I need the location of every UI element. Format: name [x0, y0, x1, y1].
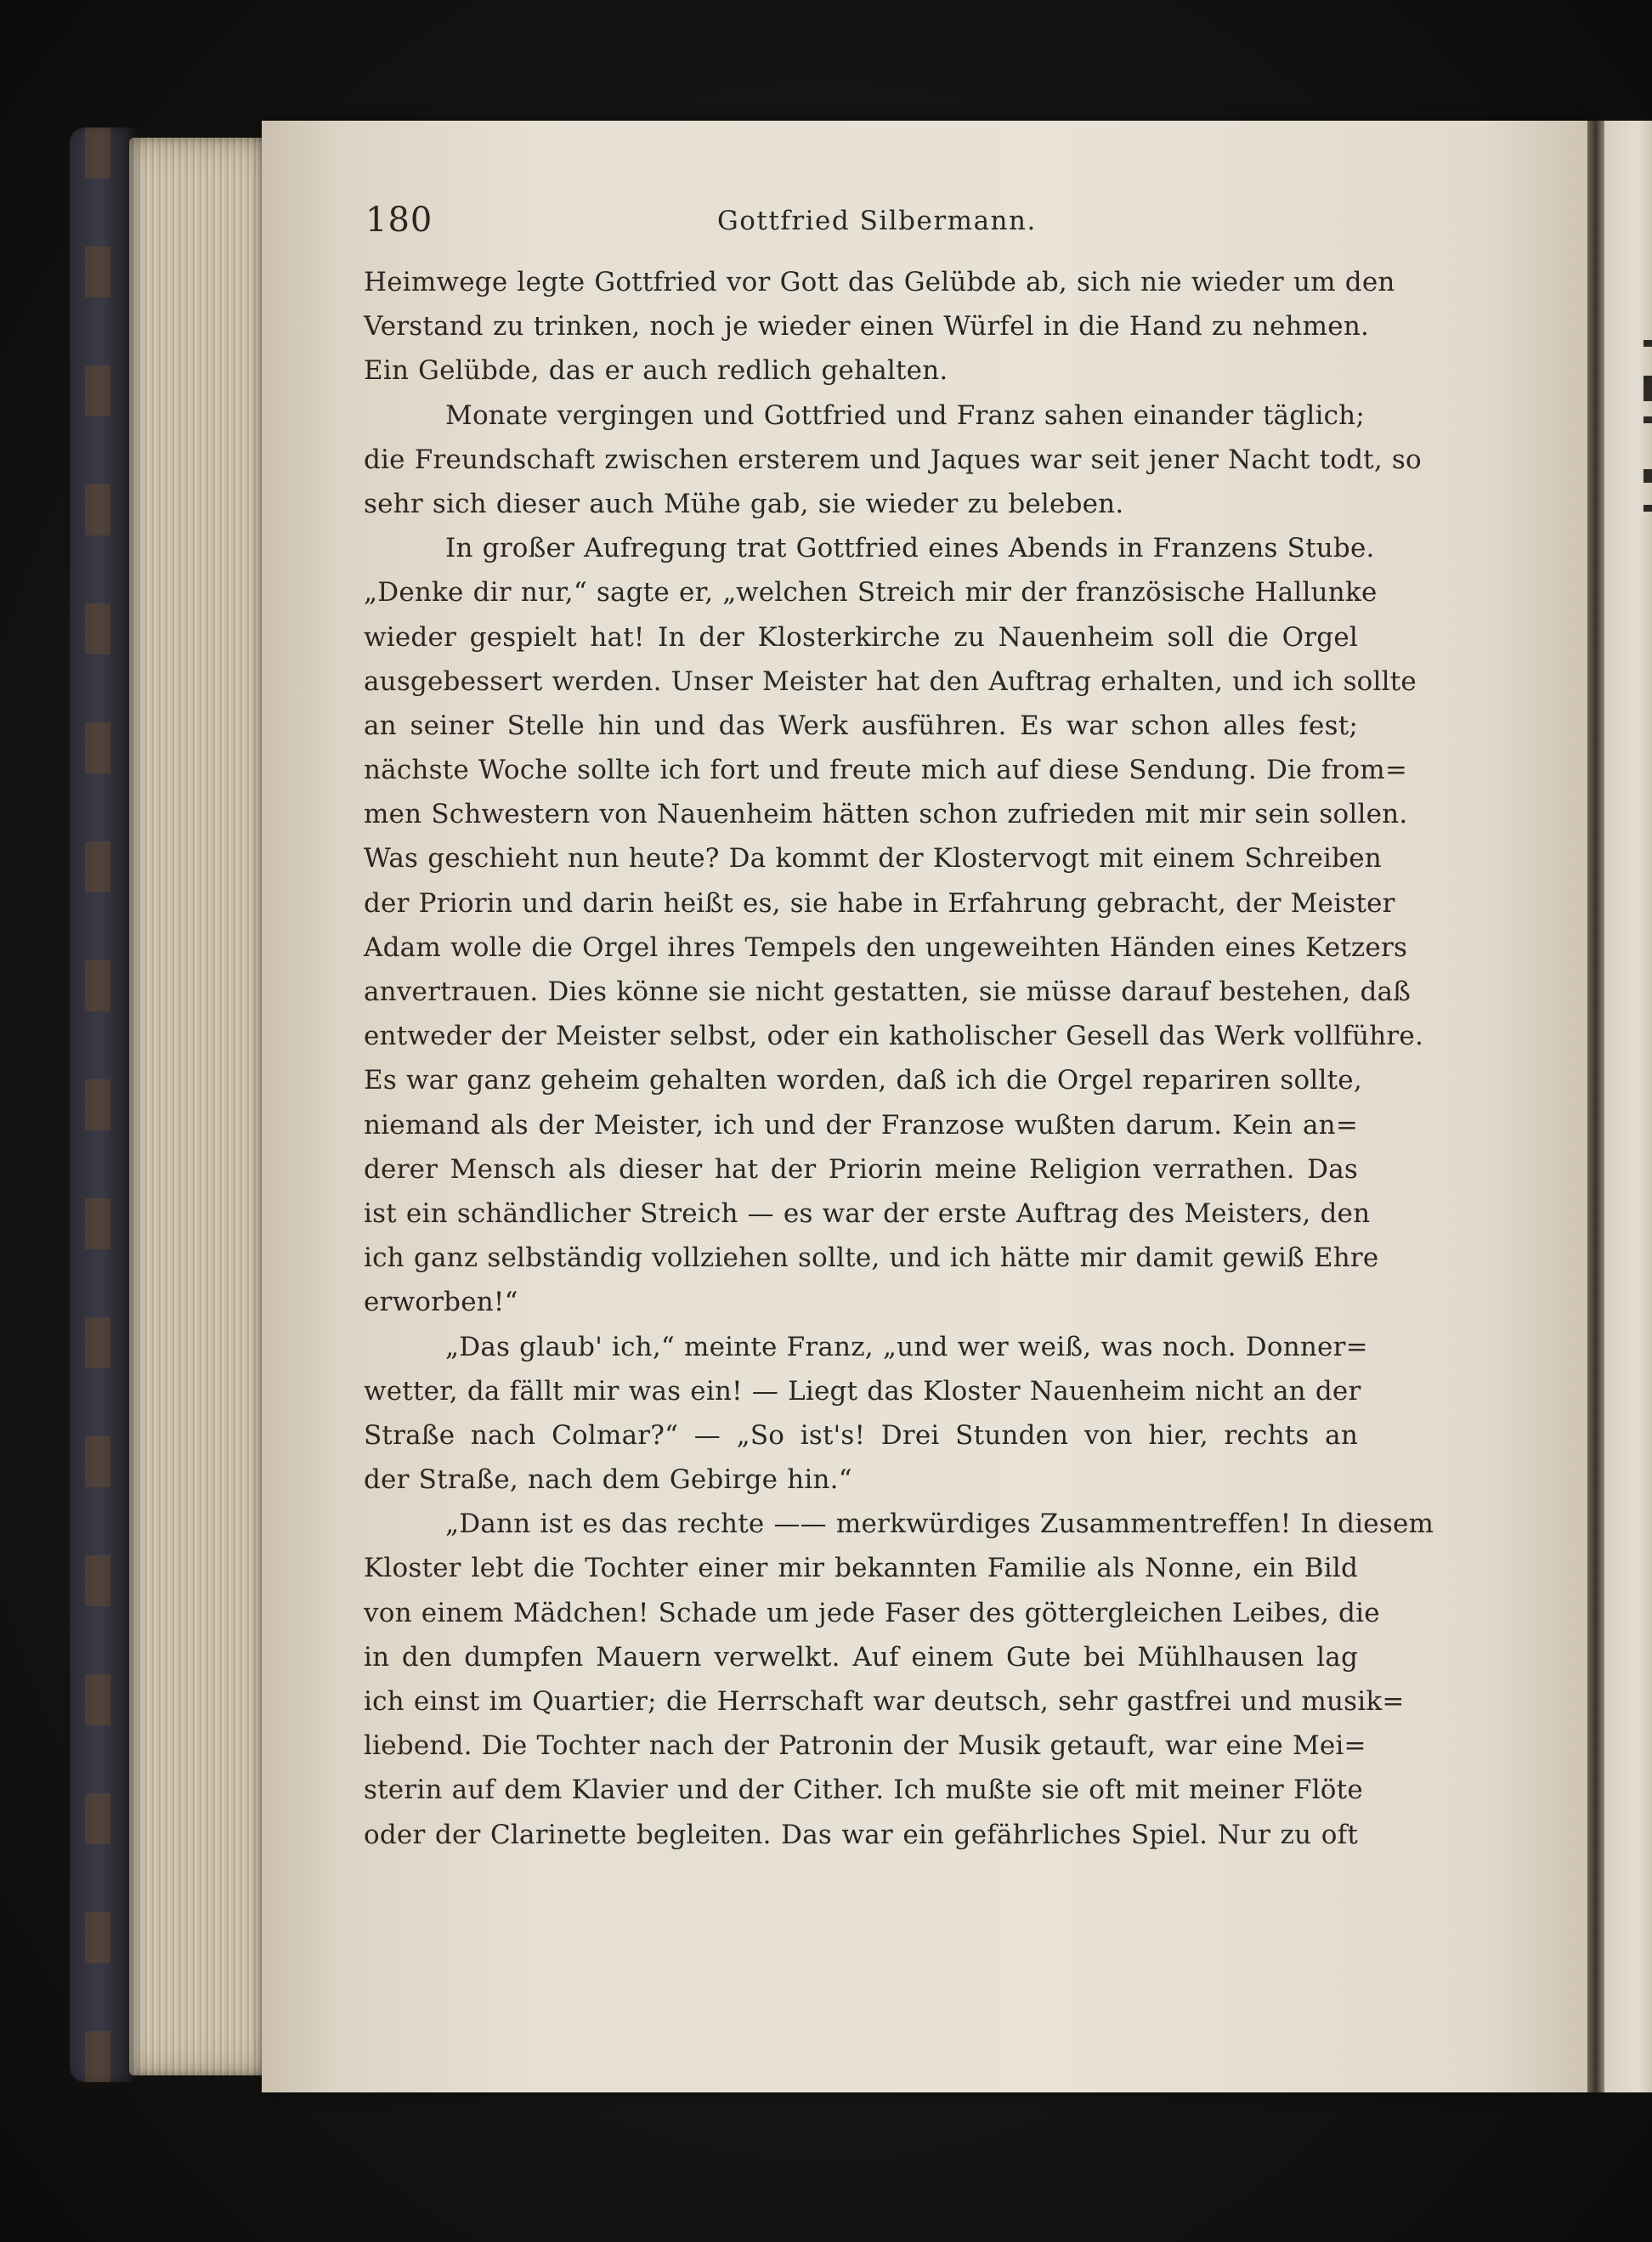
- text-line: erworben!“: [364, 1287, 518, 1318]
- facing-page-edge: [1604, 121, 1652, 2092]
- book-gutter: [1587, 121, 1604, 2092]
- text-line: wetter, da fällt mir was ein! — Liegt das Kloster Nauenheim nicht an der: [364, 1375, 1361, 1407]
- text-line: sehr sich dieser auch Mühe gab, sie wieder zu beleben.: [364, 488, 1124, 519]
- running-head: [364, 201, 1358, 260]
- text-line: liebend. Die Tochter nach der Patronin der Musik getauft, war eine Mei=: [364, 1730, 1366, 1762]
- text-line: „Das glaub' ich,“ meinte Franz, „und wer weiß, was noch. Donner=: [445, 1331, 1368, 1362]
- text-line: an seiner Stelle hin und das Werk ausführen. Es war schon alles fest;: [364, 710, 1358, 741]
- text-line: „Dann ist es das rechte —— merkwürdiges Zusammentreffen! In diesem: [445, 1509, 1434, 1540]
- text-line: „Denke dir nur,“ sagte er, „welchen Streich mir der französische Hallunke: [364, 577, 1378, 609]
- text-line: ist ein schändlicher Streich — es war der erste Auftrag des Meisters, den: [364, 1197, 1371, 1229]
- text-line: Ein Gelübde, das er auch redlich gehalten.: [364, 355, 948, 387]
- text-line: ich ganz selbständig vollziehen sollte, und ich hätte mir damit gewiß Ehre: [364, 1243, 1379, 1274]
- text-line: die Freundschaft zwischen ersterem und Jaques war seit jener Nacht todt, so: [364, 444, 1422, 475]
- text-line: in den dumpfen Mauern verwelkt. Auf einem Gute bei Mühlhausen lag: [364, 1641, 1358, 1673]
- page-content: [364, 201, 1434, 1857]
- text-line: derer Mensch als dieser hat der Priorin meine Religion verrathen. Das: [364, 1153, 1358, 1185]
- text-line: wieder gespielt hat! In der Klosterkirche zu Nauenheim soll die Orgel: [364, 621, 1358, 653]
- text-line: oder der Clarinette begleiten. Das war ein gefährliches Spiel. Nur zu oft: [364, 1819, 1358, 1850]
- text-line: von einem Mädchen! Schade um jede Faser des göttergleichen Leibes, die: [364, 1597, 1380, 1628]
- text-line: Verstand zu trinken, noch je wieder einen Würfel in die Hand zu nehmen.: [364, 311, 1370, 343]
- text-line: Heimwege legte Gottfried vor Gott das Gelübde ab, sich nie wieder um den: [364, 267, 1395, 297]
- body-text: [364, 260, 1434, 1857]
- page-number: 180: [365, 201, 433, 240]
- text-line: Monate vergingen und Gottfried und Franz sahen einander täglich;: [445, 399, 1365, 431]
- text-line: Adam wolle die Orgel ihres Tempels den ungeweihten Händen eines Ketzers: [364, 931, 1408, 963]
- text-line: ausgebessert werden. Unser Meister hat den Auftrag erhalten, und ich sollte: [364, 665, 1417, 697]
- text-line: entweder der Meister selbst, oder ein katholischer Gesell das Werk vollführe.: [364, 1021, 1423, 1052]
- text-line: der Priorin und darin heißt es, sie habe in Erfahrung gebracht, der Meister: [364, 887, 1395, 919]
- running-title: Gottfried Silbermann.: [717, 206, 1037, 236]
- text-line: niemand als der Meister, ich und der Franzose wußten darum. Kein an=: [364, 1109, 1358, 1141]
- text-line: sterin auf dem Klavier und der Cither. Ich mußte sie oft mit meiner Flöte: [364, 1775, 1363, 1806]
- text-line: anvertrauen. Dies könne sie nicht gestatten, sie müsse darauf bestehen, daß: [364, 977, 1412, 1007]
- text-line: nächste Woche sollte ich fort und freute mich auf diese Sendung. Die from=: [364, 755, 1408, 786]
- text-line: Es war ganz geheim gehalten worden, daß ich die Orgel repariren sollte,: [364, 1065, 1362, 1096]
- text-line: Was geschieht nun heute? Da kommt der Klostervogt mit einem Schreiben: [364, 843, 1382, 875]
- text-line: Kloster lebt die Tochter einer mir bekannten Familie als Nonne, ein Bild: [364, 1553, 1358, 1584]
- text-line: men Schwestern von Nauenheim hätten schon zufrieden mit mir sein sollen.: [364, 799, 1408, 830]
- book-cover-edge: [70, 127, 136, 2082]
- text-line: ich einst im Quartier; die Herrschaft war deutsch, sehr gastfrei und musik=: [364, 1686, 1405, 1717]
- text-line: In großer Aufregung trat Gottfried eines Abends in Franzens Stube.: [445, 533, 1375, 564]
- text-line: Straße nach Colmar?“ — „So ist's! Drei Stunden von hier, rechts an: [364, 1419, 1358, 1451]
- text-line: der Straße, nach dem Gebirge hin.“: [364, 1464, 852, 1496]
